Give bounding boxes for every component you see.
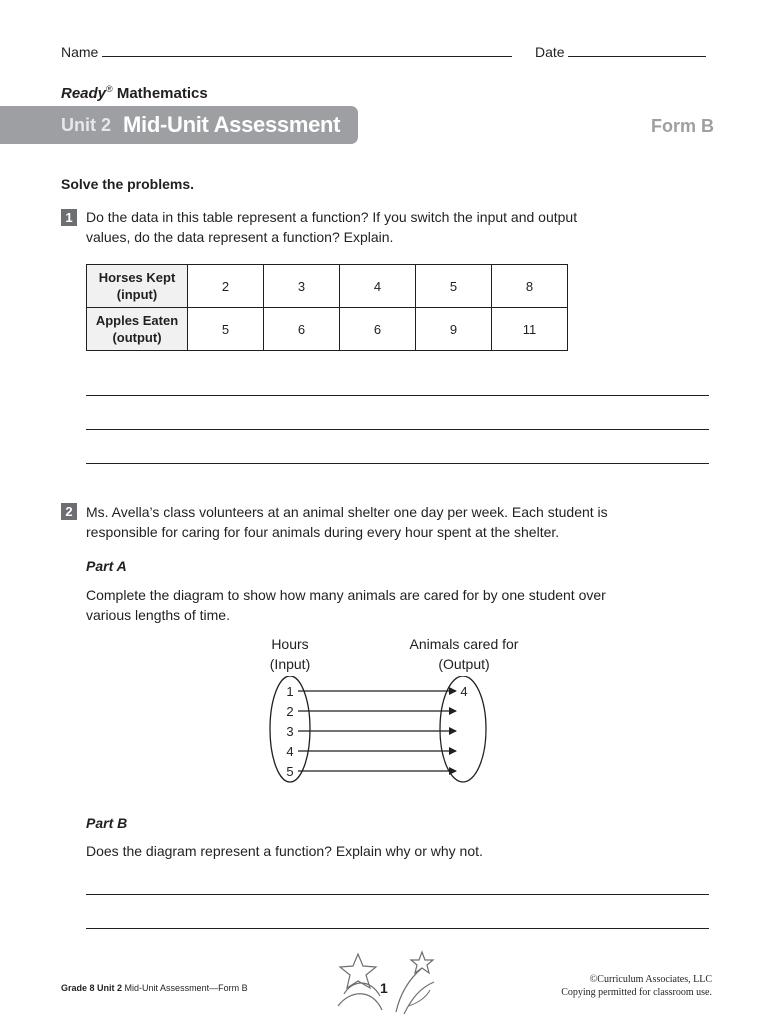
diagram-output-title: [394, 634, 534, 674]
date-line[interactable]: [568, 56, 706, 57]
diagram-input-value: 1: [286, 684, 294, 699]
permission-text: Copying permitted for classroom use.: [561, 987, 712, 998]
instructions: Solve the problems.: [61, 176, 195, 192]
row-header-input: [87, 265, 188, 308]
name-field[interactable]: [61, 44, 512, 60]
table-cell: 11: [492, 308, 568, 351]
answer-line[interactable]: [86, 894, 709, 895]
question-2-line-1: Ms. Avella’s class volunteers at an animal shelter one day per week. Each student is: [86, 504, 608, 520]
table-cell: 9: [416, 308, 492, 351]
date-label: Date: [535, 44, 565, 60]
table-cell: 6: [340, 308, 416, 351]
footer-doc-name: Mid-Unit Assessment—Form B: [124, 983, 248, 993]
table-cell: 5: [188, 308, 264, 351]
page-title: Mid-Unit Assessment: [123, 112, 341, 137]
series-brand: Ready: [61, 85, 107, 102]
form-label: Form B: [651, 116, 714, 136]
question-1-line-2: values, do the data represent a function? Explain.: [86, 229, 394, 245]
row-header-output-title: Apples Eaten: [95, 313, 179, 328]
row-header-output: [87, 308, 188, 351]
answer-line[interactable]: [86, 395, 709, 396]
part-a-line-1: Complete the diagram to show how many animals are cared for by one student over: [86, 587, 606, 603]
date-field[interactable]: [535, 44, 706, 60]
part-b-label: Part B: [86, 815, 128, 831]
table-cell: 8: [492, 265, 568, 308]
output-sub: (Output): [438, 656, 490, 672]
diagram-input-value: 3: [286, 724, 294, 739]
name-line[interactable]: [102, 56, 512, 57]
table-row-output: [87, 308, 568, 351]
answer-line[interactable]: [86, 463, 709, 464]
part-a-label: Part A: [86, 558, 127, 574]
diagram-output-value: 4: [460, 684, 468, 699]
table-cell: 6: [264, 308, 340, 351]
diagram-input-value: 5: [286, 764, 294, 779]
diagram-input-value: 2: [286, 704, 294, 719]
copyright-text: ©Curriculum Associates, LLC: [589, 974, 712, 985]
question-1-number: 1: [61, 209, 77, 226]
footer-copyright: [540, 973, 712, 999]
footer-doc-info: [61, 983, 248, 993]
table-row-input: [87, 265, 568, 308]
answer-line[interactable]: [86, 429, 709, 430]
series-title: [61, 84, 208, 102]
output-title: Animals cared for: [409, 636, 519, 652]
table-cell: 3: [264, 265, 340, 308]
part-a-text: [86, 585, 606, 625]
question-1-line-1: Do the data in this table represent a function? If you switch the input and output: [86, 209, 578, 225]
name-label: Name: [61, 44, 99, 60]
table-cell: 2: [188, 265, 264, 308]
answer-line[interactable]: [86, 928, 709, 929]
mapping-diagram: [260, 676, 500, 792]
input-title: Hours: [271, 636, 309, 652]
table-cell: 5: [416, 265, 492, 308]
unit-label: Unit 2: [61, 115, 112, 135]
footer-grade-unit: Grade 8 Unit 2: [61, 983, 123, 993]
part-b-text: Does the diagram represent a function? Explain why or why not.: [86, 843, 483, 859]
row-header-input-sub: (input): [116, 287, 158, 302]
input-sub: (Input): [269, 656, 311, 672]
row-header-output-sub: (output): [112, 330, 162, 345]
question-2-line-2: responsible for caring for four animals during every hour spent at the shelter.: [86, 524, 560, 540]
question-2-text: [86, 502, 608, 542]
diagram-input-value: 4: [286, 744, 294, 759]
function-table: [86, 264, 568, 351]
diagram-input-title: [240, 634, 340, 674]
page-number: 1: [380, 980, 388, 996]
registered-mark: ®: [106, 84, 113, 94]
question-2-number: 2: [61, 503, 77, 520]
series-subject: Mathematics: [116, 85, 208, 102]
row-header-input-title: Horses Kept: [98, 270, 176, 285]
part-a-line-2: various lengths of time.: [86, 607, 230, 623]
question-1-text: [86, 207, 577, 247]
table-cell: 4: [340, 265, 416, 308]
